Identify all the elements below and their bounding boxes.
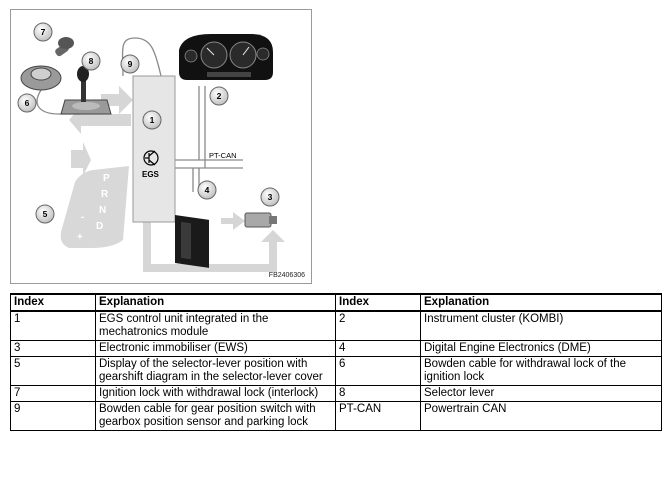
callout-8 (82, 52, 100, 70)
table-row (11, 311, 662, 341)
header-explanation: Explanation (421, 294, 662, 311)
gear-letter: D (96, 221, 104, 232)
index-cell: 6 (336, 357, 421, 386)
gearshift-diagram (61, 166, 129, 248)
ews-unit (245, 213, 277, 227)
index-cell: 2 (336, 311, 421, 341)
explanation-cell: Instrument cluster (KOMBI) (421, 311, 662, 341)
explanation-cell: Powertrain CAN (421, 402, 662, 431)
svg-text:3: 3 (267, 192, 273, 202)
callout-1 (143, 111, 161, 129)
callout-4 (198, 181, 216, 199)
header-index: Index (11, 294, 96, 311)
svg-text:1: 1 (149, 115, 155, 125)
gear-letter: R (101, 189, 109, 200)
explanation-cell: Digital Engine Electronics (DME) (421, 341, 662, 357)
gear-letter: N (99, 205, 107, 216)
callout-9 (121, 55, 139, 73)
index-cell: 4 (336, 341, 421, 357)
svg-text:8: 8 (88, 56, 94, 66)
explanation-cell: Selector lever (421, 386, 662, 402)
gear-letter: P (103, 173, 110, 184)
legend-header-row (11, 294, 662, 311)
callout-7 (34, 23, 52, 41)
table-row (11, 386, 662, 402)
explanation-cell: Electronic immobiliser (EWS) (96, 341, 336, 357)
explanation-cell: EGS control unit integrated in the mechatronics module (96, 311, 336, 341)
selector-lever (61, 66, 111, 114)
callout-2 (210, 87, 228, 105)
egs-label: EGS (142, 170, 159, 179)
table-row (11, 341, 662, 357)
gear-letter: - (81, 212, 85, 223)
svg-text:9: 9 (127, 59, 133, 69)
svg-text:2: 2 (216, 91, 222, 101)
header-index: Index (336, 294, 421, 311)
index-cell: 7 (11, 386, 96, 402)
table-row (11, 357, 662, 386)
index-cell: 1 (11, 311, 96, 341)
index-cell: 5 (11, 357, 96, 386)
index-cell: 8 (336, 386, 421, 402)
table-row (11, 402, 662, 431)
index-cell: PT-CAN (336, 402, 421, 431)
figure-code: FB2406306 (268, 272, 305, 279)
callout-6 (18, 94, 36, 112)
header-explanation: Explanation (96, 294, 336, 311)
callout-5 (36, 205, 54, 223)
svg-text:6: 6 (24, 98, 30, 108)
svg-text:4: 4 (204, 185, 210, 195)
svg-text:7: 7 (40, 27, 46, 37)
explanation-cell: Display of the selector-lever position with gearshift diagram in the selector-lever cover (96, 357, 336, 386)
legend-table (10, 293, 662, 431)
explanation-cell: Bowden cable for withdrawal lock of the ignition lock (421, 357, 662, 386)
ignition-lock (21, 37, 74, 90)
instrument-cluster (179, 34, 273, 80)
dme-unit (175, 215, 209, 268)
egs-control-unit (133, 76, 175, 222)
svg-text:5: 5 (42, 209, 48, 219)
explanation-cell: Ignition lock with withdrawal lock (interlock) (96, 386, 336, 402)
index-cell: 9 (11, 402, 96, 431)
gear-letter: + (77, 232, 83, 243)
diagram-canvas (11, 10, 313, 285)
index-cell: 3 (11, 341, 96, 357)
explanation-cell: Bowden cable for gear position switch with gearbox position sensor and parking lock (96, 402, 336, 431)
callout-3 (261, 188, 279, 206)
system-diagram (10, 9, 312, 284)
pt-can-label: PT-CAN (209, 151, 237, 160)
